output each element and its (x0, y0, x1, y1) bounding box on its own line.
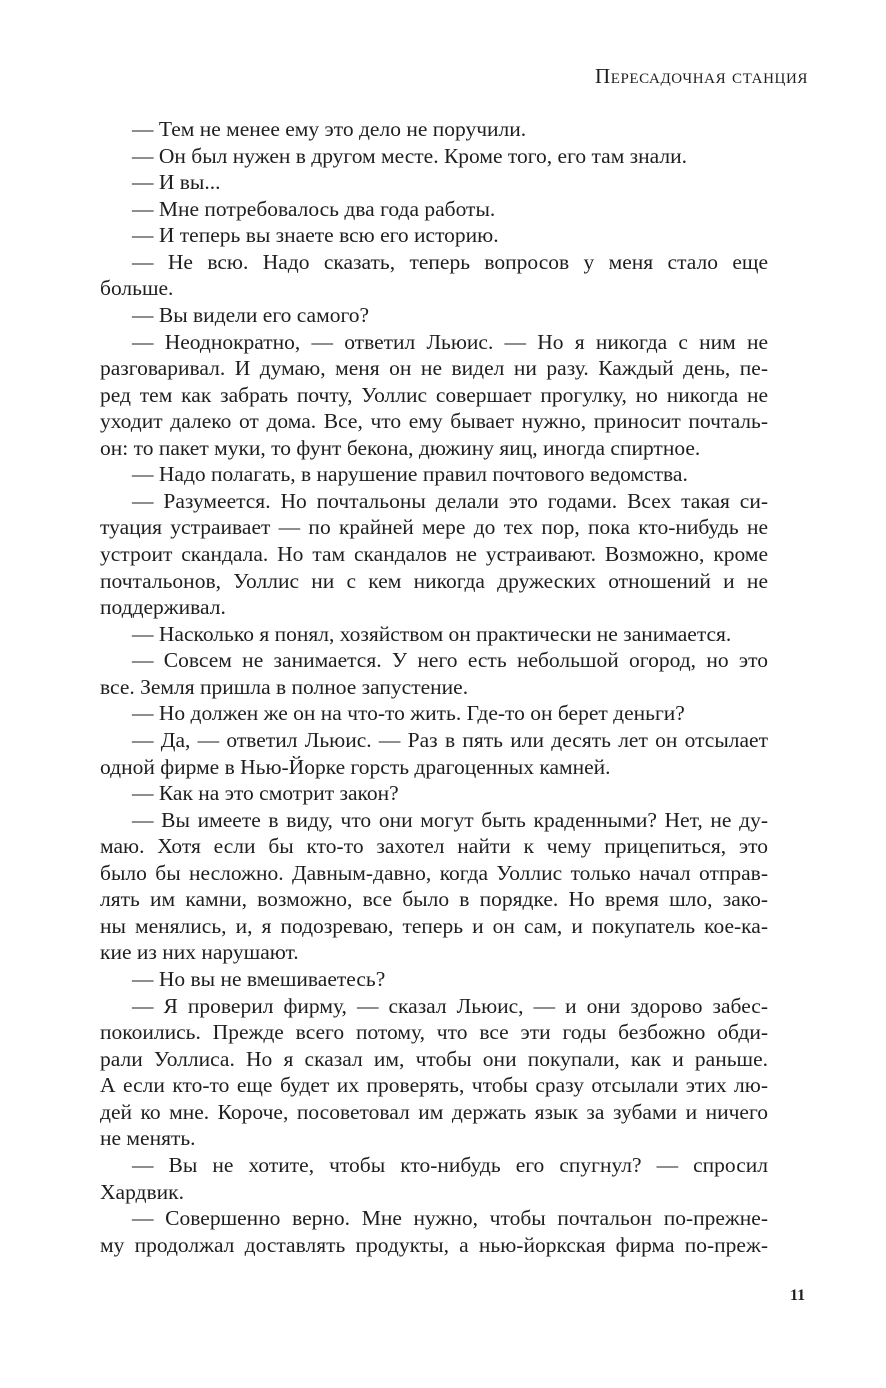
text-line: устроит скандала. Но там скандалов не устраивают. Возможно, кроме (100, 542, 768, 566)
text-line: ред тем как забрать почту, Уоллис совершает прогулку, но никогда не (100, 382, 768, 407)
text-line: лять им камни, возможно, все было в порядке. Но время шло, зако- (100, 887, 768, 912)
running-header-title: Пересадочная станция (594, 64, 808, 88)
text-line: уходит далеко от дома. Все, что ему бывает нужно, приносит почталь- (100, 409, 768, 434)
text-line: — Вы имеете в виду, что они могут быть краденными? Нет, не ду- (132, 807, 768, 832)
page-number: 11 (790, 1287, 806, 1304)
paragraph (100, 727, 768, 780)
paragraph (100, 1205, 768, 1258)
text-line: кие из них нарушают. (100, 940, 299, 965)
text-line: он: то пакет муки, то фунт бекона, дюжину яиц, иногда спиртное. (100, 435, 701, 460)
paragraph (100, 1152, 768, 1205)
text-line: все. Земля пришла в полное запустение. (100, 674, 469, 699)
text-line: — Совершенно верно. Мне нужно, чтобы почтальон по-прежне- (132, 1206, 768, 1231)
text-line: — Да, — ответил Льюис. — Раз в пять или десять лет он отсылает (132, 727, 768, 752)
text-line: — Мне потребовалось два года работы. (132, 196, 496, 221)
paragraph (100, 780, 768, 807)
text-line: почтальонов, Уоллис ни с кем никогда дружеских отношений и не (100, 568, 768, 593)
text-line: А если кто-то еще будет их проверять, чтобы сразу отсылали этих лю- (100, 1073, 768, 1098)
text-line: поддерживал. (100, 595, 226, 620)
text-line: ны менялись, и, я подозреваю, теперь и он сам, и покупатель кое-ка- (100, 913, 768, 938)
paragraph (100, 993, 768, 1152)
text-line: — Как на это смотрит закон? (132, 781, 399, 806)
paragraph (100, 143, 768, 170)
paragraph (100, 461, 768, 488)
paragraph (100, 222, 768, 249)
paragraph (100, 329, 768, 462)
text-line: маю. Хотя если бы кто-то захотел найти к чему прицепиться, это (100, 834, 768, 859)
text-line: не менять. (100, 1126, 196, 1151)
paragraph (100, 621, 768, 648)
paragraph (100, 647, 768, 700)
text-line: разговаривал. И думаю, меня он не видел ни разу. Каждый день, пе- (100, 356, 768, 381)
text-line: туация устраивает — по крайней мере до тех пор, пока кто-нибудь не (100, 515, 768, 540)
paragraph (100, 116, 768, 143)
paragraph (100, 700, 768, 727)
text-line: дей ко мне. Короче, посоветовал им держать язык за зубами и ничего (100, 1099, 768, 1124)
text-line: — Но должен же он на что-то жить. Где-то он берет деньги? (132, 701, 685, 726)
text-line: — Насколько я понял, хозяйством он практически не занимается. (132, 621, 732, 646)
text-line: — Неоднократно, — ответил Льюис. — Но я никогда с ним не (132, 329, 768, 354)
paragraph (100, 169, 768, 196)
text-line: Хардвик. (100, 1179, 184, 1204)
body-text (100, 116, 768, 1258)
text-line: му продолжал доставлять продукты, а нью-йоркская фирма по-преж- (100, 1232, 768, 1257)
text-line: — Тем не менее ему это дело не поручили. (132, 117, 527, 141)
text-line: одной фирме в Нью-Йорке горсть драгоценных камней. (100, 754, 611, 779)
text-line: — Надо полагать, в нарушение правил почтового ведомства. (132, 462, 688, 487)
text-line: было бы несложно. Давным-давно, когда Уоллис только начал отправ- (100, 860, 768, 885)
text-line: — Но вы не вмешиваетесь? (132, 967, 386, 991)
text-line: — Вы видели его самого? (132, 302, 370, 327)
paragraph (100, 196, 768, 223)
text-line: покоились. Прежде всего потому, что все эти годы безбожно обди- (100, 1020, 768, 1045)
text-line: — Не всю. Надо сказать, теперь вопросов у меня стало еще (132, 249, 768, 274)
text-line: — И теперь вы знаете всю его историю. (132, 223, 499, 248)
text-line: — Вы не хотите, чтобы кто-нибудь его спугнул? — спросил (132, 1152, 768, 1177)
text-line: — Он был нужен в другом месте. Кроме того, его там знали. (132, 143, 688, 168)
text-line: — Я проверил фирму, — сказал Льюис, — и они здорово забес- (132, 993, 768, 1018)
text-line: — Совсем не занимается. У него есть небольшой огород, но это (132, 648, 768, 673)
paragraph (100, 807, 768, 966)
paragraph (100, 249, 768, 302)
paragraph (100, 966, 768, 993)
text-line: рали Уоллиса. Но я сказал им, чтобы они покупали, как и раньше. (100, 1046, 768, 1071)
text-line: — Разумеется. Но почтальоны делали это годами. Всех такая си- (132, 488, 768, 513)
paragraph (100, 302, 768, 329)
paragraph (100, 488, 768, 621)
text-line: — И вы... (132, 170, 221, 195)
text-line: больше. (100, 276, 174, 301)
